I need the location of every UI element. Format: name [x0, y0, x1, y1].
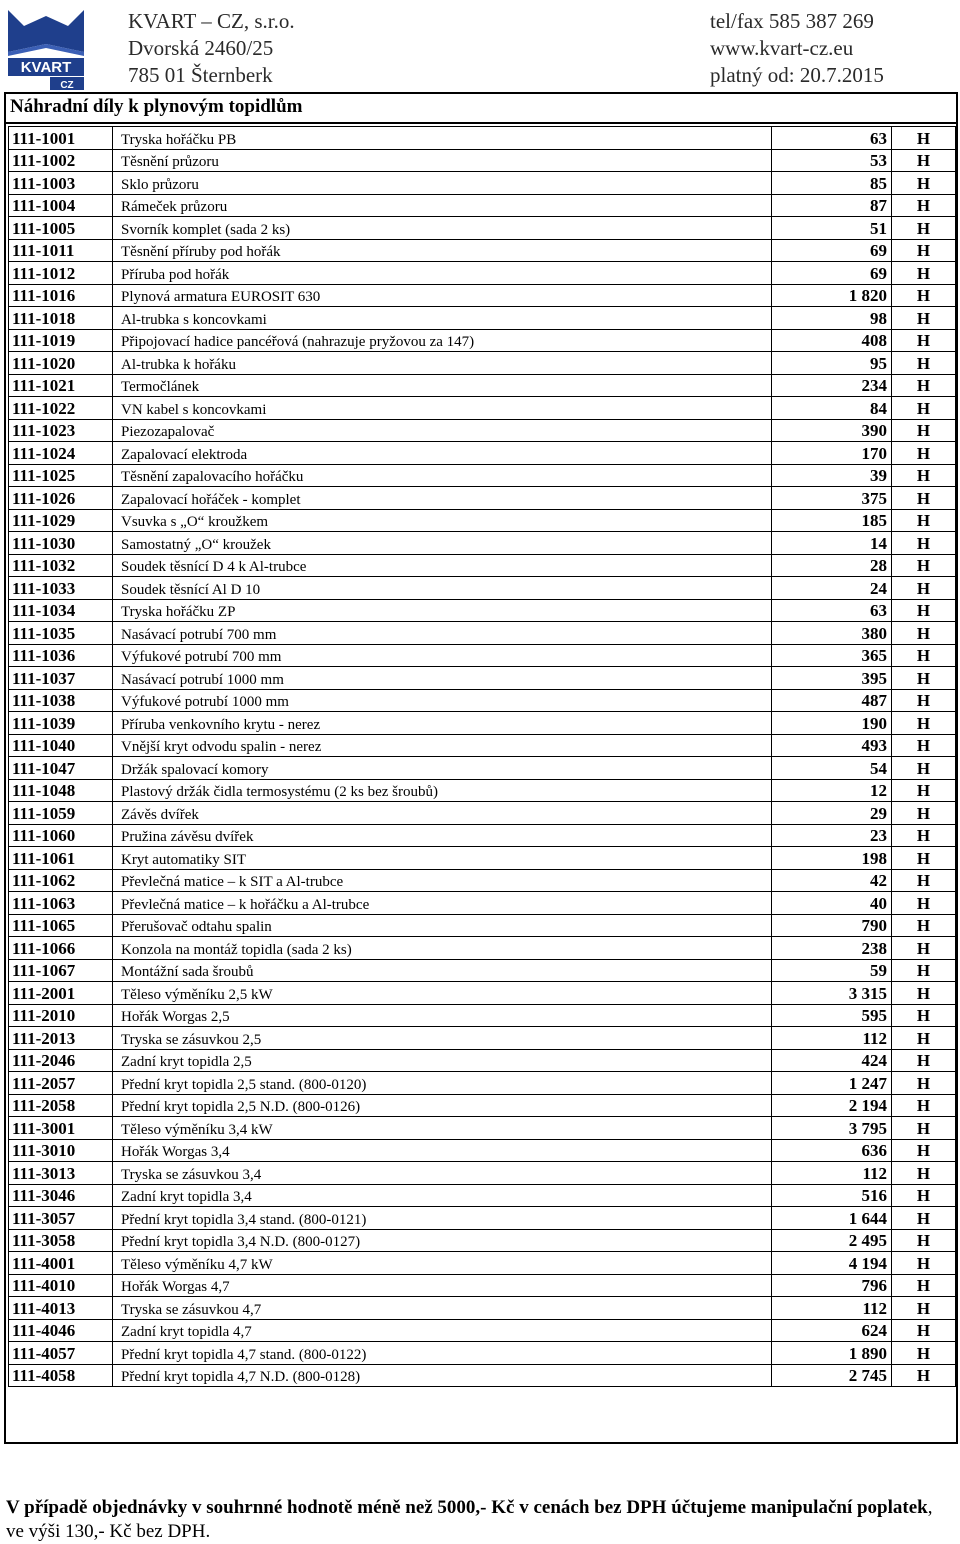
part-name: Přední kryt topidla 4,7 N.D. (800-0128) — [113, 1364, 772, 1387]
part-name: Nasávací potrubí 1000 mm — [113, 667, 772, 690]
part-code: 111-3013 — [9, 1162, 113, 1185]
part-name: Těleso výměníku 3,4 kW — [113, 1117, 772, 1140]
part-price: 365 — [772, 644, 892, 667]
part-price: 390 — [772, 419, 892, 442]
part-price: 59 — [772, 959, 892, 982]
part-code: 111-1023 — [9, 419, 113, 442]
table-row — [9, 1004, 956, 1027]
part-unit: H — [892, 599, 956, 622]
table-row — [9, 577, 956, 600]
table-row — [9, 1252, 956, 1275]
table-row — [9, 1297, 956, 1320]
part-price: 395 — [772, 667, 892, 690]
table-row — [9, 284, 956, 307]
table-row — [9, 667, 956, 690]
part-name: Rámeček průzoru — [113, 194, 772, 217]
company-street: Dvorská 2460/25 — [128, 36, 274, 60]
part-unit: H — [892, 644, 956, 667]
part-price: 85 — [772, 172, 892, 195]
part-price: 4 194 — [772, 1252, 892, 1275]
table-row — [9, 734, 956, 757]
part-price: 3 315 — [772, 982, 892, 1005]
part-name: Přední kryt topidla 2,5 stand. (800-0120) — [113, 1072, 772, 1095]
part-code: 111-1026 — [9, 487, 113, 510]
part-price: 190 — [772, 712, 892, 735]
part-name: Hořák Worgas 2,5 — [113, 1004, 772, 1027]
table-row — [9, 149, 956, 172]
part-code: 111-1004 — [9, 194, 113, 217]
part-code: 111-1067 — [9, 959, 113, 982]
part-code: 111-4010 — [9, 1274, 113, 1297]
part-name: Konzola na montáž topidla (sada 2 ks) — [113, 937, 772, 960]
part-name: Zadní kryt topidla 4,7 — [113, 1319, 772, 1342]
part-price: 87 — [772, 194, 892, 217]
part-code: 111-1037 — [9, 667, 113, 690]
part-name: Výfukové potrubí 700 mm — [113, 644, 772, 667]
table-row — [9, 487, 956, 510]
table-row — [9, 982, 956, 1005]
part-unit: H — [892, 374, 956, 397]
table-row — [9, 1207, 956, 1230]
part-code: 111-4057 — [9, 1342, 113, 1365]
table-row — [9, 622, 956, 645]
part-code: 111-4001 — [9, 1252, 113, 1275]
part-code: 111-3001 — [9, 1117, 113, 1140]
part-unit: H — [892, 1252, 956, 1275]
part-name: Příruba venkovního krytu - nerez — [113, 712, 772, 735]
part-code: 111-1059 — [9, 802, 113, 825]
table-row — [9, 802, 956, 825]
part-unit: H — [892, 329, 956, 352]
part-code: 111-1020 — [9, 352, 113, 375]
footer-note — [6, 1496, 946, 1544]
part-name: Tryska hořáčku PB — [113, 127, 772, 150]
part-name: Tryska se zásuvkou 2,5 — [113, 1027, 772, 1050]
table-row — [9, 329, 956, 352]
part-unit: H — [892, 239, 956, 262]
part-name: Přední kryt topidla 3,4 N.D. (800-0127) — [113, 1229, 772, 1252]
part-code: 111-1025 — [9, 464, 113, 487]
part-unit: H — [892, 1162, 956, 1185]
part-code: 111-2046 — [9, 1049, 113, 1072]
part-price: 63 — [772, 599, 892, 622]
part-unit: H — [892, 1184, 956, 1207]
part-name: Přední kryt topidla 3,4 stand. (800-0121) — [113, 1207, 772, 1230]
part-price: 2 495 — [772, 1229, 892, 1252]
part-price: 39 — [772, 464, 892, 487]
contact-phone: tel/fax 585 387 269 — [710, 9, 874, 33]
part-unit: H — [892, 802, 956, 825]
part-name: Nasávací potrubí 700 mm — [113, 622, 772, 645]
table-row — [9, 1027, 956, 1050]
part-unit: H — [892, 532, 956, 555]
part-code: 111-1011 — [9, 239, 113, 262]
part-unit: H — [892, 127, 956, 150]
part-unit: H — [892, 577, 956, 600]
part-name: Svorník komplet (sada 2 ks) — [113, 217, 772, 240]
part-unit: H — [892, 194, 956, 217]
part-price: 112 — [772, 1297, 892, 1320]
table-row — [9, 779, 956, 802]
part-name: Zadní kryt topidla 3,4 — [113, 1184, 772, 1207]
part-price: 185 — [772, 509, 892, 532]
table-row — [9, 554, 956, 577]
part-unit: H — [892, 172, 956, 195]
part-name: Sklo průzoru — [113, 172, 772, 195]
part-price: 112 — [772, 1162, 892, 1185]
part-unit: H — [892, 1342, 956, 1365]
part-price: 1 247 — [772, 1072, 892, 1095]
part-price: 53 — [772, 149, 892, 172]
part-code: 111-3058 — [9, 1229, 113, 1252]
part-name: Samostatný „O“ kroužek — [113, 532, 772, 555]
part-unit: H — [892, 352, 956, 375]
part-unit: H — [892, 1207, 956, 1230]
company-contact — [710, 8, 884, 89]
part-code: 111-2001 — [9, 982, 113, 1005]
table-row — [9, 1162, 956, 1185]
part-name: Tryska se zásuvkou 3,4 — [113, 1162, 772, 1185]
part-price: 3 795 — [772, 1117, 892, 1140]
title-divider — [4, 122, 958, 124]
part-code: 111-1019 — [9, 329, 113, 352]
part-price: 69 — [772, 262, 892, 285]
table-row — [9, 914, 956, 937]
part-code: 111-1034 — [9, 599, 113, 622]
part-unit: H — [892, 1229, 956, 1252]
part-code: 111-1033 — [9, 577, 113, 600]
part-price: 98 — [772, 307, 892, 330]
table-row — [9, 1319, 956, 1342]
part-unit: H — [892, 217, 956, 240]
part-unit: H — [892, 149, 956, 172]
part-unit: H — [892, 1072, 956, 1095]
part-price: 12 — [772, 779, 892, 802]
part-price: 380 — [772, 622, 892, 645]
table-row — [9, 1072, 956, 1095]
part-price: 493 — [772, 734, 892, 757]
part-price: 14 — [772, 532, 892, 555]
part-code: 111-1005 — [9, 217, 113, 240]
part-price: 63 — [772, 127, 892, 150]
table-row — [9, 532, 956, 555]
part-name: Přerušovač odtahu spalin — [113, 914, 772, 937]
svg-text:CZ: CZ — [60, 80, 74, 90]
part-price: 40 — [772, 892, 892, 915]
table-row — [9, 599, 956, 622]
part-unit: H — [892, 892, 956, 915]
part-name: Termočlánek — [113, 374, 772, 397]
table-row — [9, 1094, 956, 1117]
table-row — [9, 644, 956, 667]
part-code: 111-1063 — [9, 892, 113, 915]
table-row — [9, 464, 956, 487]
part-code: 111-1003 — [9, 172, 113, 195]
part-code: 111-1030 — [9, 532, 113, 555]
part-name: Al-trubka s koncovkami — [113, 307, 772, 330]
table-row — [9, 892, 956, 915]
part-price: 54 — [772, 757, 892, 780]
part-unit: H — [892, 982, 956, 1005]
part-unit: H — [892, 1319, 956, 1342]
part-price: 624 — [772, 1319, 892, 1342]
part-name: Těleso výměníku 2,5 kW — [113, 982, 772, 1005]
part-unit: H — [892, 622, 956, 645]
table-row — [9, 1274, 956, 1297]
part-price: 24 — [772, 577, 892, 600]
table-row — [9, 217, 956, 240]
footer-note-bold: V případě objednávky v souhrnné hodnotě méně než 5000,- Kč v cenách bez DPH účtujeme manipulační poplatek — [6, 1497, 928, 1518]
part-code: 111-1035 — [9, 622, 113, 645]
table-row — [9, 757, 956, 780]
part-code: 111-1048 — [9, 779, 113, 802]
table-row — [9, 239, 956, 262]
part-code: 111-1039 — [9, 712, 113, 735]
part-price: 408 — [772, 329, 892, 352]
part-code: 111-1024 — [9, 442, 113, 465]
part-price: 424 — [772, 1049, 892, 1072]
part-price: 95 — [772, 352, 892, 375]
table-row — [9, 824, 956, 847]
part-price: 29 — [772, 802, 892, 825]
table-row — [9, 127, 956, 150]
table-row — [9, 712, 956, 735]
part-unit: H — [892, 689, 956, 712]
table-row — [9, 1139, 956, 1162]
part-unit: H — [892, 419, 956, 442]
part-unit: H — [892, 667, 956, 690]
part-price: 375 — [772, 487, 892, 510]
part-unit: H — [892, 554, 956, 577]
part-code: 111-1047 — [9, 757, 113, 780]
part-unit: H — [892, 1049, 956, 1072]
table-row — [9, 419, 956, 442]
part-price: 42 — [772, 869, 892, 892]
part-unit: H — [892, 847, 956, 870]
part-code: 111-4013 — [9, 1297, 113, 1320]
part-code: 111-1018 — [9, 307, 113, 330]
table-row — [9, 689, 956, 712]
part-code: 111-3046 — [9, 1184, 113, 1207]
svg-text:KVART: KVART — [20, 59, 72, 76]
kvart-logo — [6, 6, 86, 90]
company-city: 785 01 Šternberk — [128, 63, 273, 87]
table-row — [9, 509, 956, 532]
part-name: Al-trubka k hořáku — [113, 352, 772, 375]
part-code: 111-2058 — [9, 1094, 113, 1117]
table-row — [9, 1117, 956, 1140]
part-unit: H — [892, 869, 956, 892]
table-row — [9, 1364, 956, 1387]
table-row — [9, 959, 956, 982]
company-address — [128, 8, 295, 89]
part-name: Připojovací hadice pancéřová (nahrazuje pryžovou za 147) — [113, 329, 772, 352]
part-name: Zadní kryt topidla 2,5 — [113, 1049, 772, 1072]
part-unit: H — [892, 937, 956, 960]
part-unit: H — [892, 1364, 956, 1387]
part-code: 111-2057 — [9, 1072, 113, 1095]
parts-table-body — [9, 127, 956, 1387]
part-unit: H — [892, 734, 956, 757]
part-unit: H — [892, 779, 956, 802]
part-price: 1 890 — [772, 1342, 892, 1365]
part-name: Převlečná matice – k SIT a Al-trubce — [113, 869, 772, 892]
part-code: 111-1021 — [9, 374, 113, 397]
part-unit: H — [892, 959, 956, 982]
part-unit: H — [892, 757, 956, 780]
part-name: Pružina závěsu dvířek — [113, 824, 772, 847]
part-unit: H — [892, 1094, 956, 1117]
part-name: Vnější kryt odvodu spalin - nerez — [113, 734, 772, 757]
part-name: Piezozapalovač — [113, 419, 772, 442]
part-name: Zapalovací elektroda — [113, 442, 772, 465]
table-row — [9, 262, 956, 285]
table-row — [9, 937, 956, 960]
table-row — [9, 374, 956, 397]
part-price: 234 — [772, 374, 892, 397]
part-name: Těsnění zapalovacího hořáčku — [113, 464, 772, 487]
part-unit: H — [892, 442, 956, 465]
part-price: 51 — [772, 217, 892, 240]
part-name: Kryt automatiky SIT — [113, 847, 772, 870]
table-row — [9, 397, 956, 420]
part-name: Těsnění průzoru — [113, 149, 772, 172]
part-name: Tryska se zásuvkou 4,7 — [113, 1297, 772, 1320]
part-code: 111-1040 — [9, 734, 113, 757]
table-row — [9, 307, 956, 330]
table-row — [9, 1229, 956, 1252]
parts-table — [8, 126, 956, 1387]
part-name: Vsuvka s „O“ kroužkem — [113, 509, 772, 532]
part-price: 238 — [772, 937, 892, 960]
part-price: 796 — [772, 1274, 892, 1297]
part-code: 111-1029 — [9, 509, 113, 532]
part-price: 2 745 — [772, 1364, 892, 1387]
part-unit: H — [892, 284, 956, 307]
part-name: Těleso výměníku 4,7 kW — [113, 1252, 772, 1275]
part-price: 2 194 — [772, 1094, 892, 1117]
price-list-title: Náhradní díly k plynovým topidlům — [10, 96, 303, 117]
part-code: 111-2010 — [9, 1004, 113, 1027]
part-code: 111-1001 — [9, 127, 113, 150]
part-name: VN kabel s koncovkami — [113, 397, 772, 420]
part-price: 69 — [772, 239, 892, 262]
part-code: 111-2013 — [9, 1027, 113, 1050]
part-name: Výfukové potrubí 1000 mm — [113, 689, 772, 712]
part-price: 595 — [772, 1004, 892, 1027]
part-code: 111-4046 — [9, 1319, 113, 1342]
table-row — [9, 442, 956, 465]
part-code: 111-1032 — [9, 554, 113, 577]
table-row — [9, 1184, 956, 1207]
footer-note-normal: , ve výši 130,- Kč bez DPH. — [6, 1497, 933, 1542]
part-name: Montážní sada šroubů — [113, 959, 772, 982]
part-name: Hořák Worgas 4,7 — [113, 1274, 772, 1297]
part-unit: H — [892, 914, 956, 937]
part-name: Přední kryt topidla 4,7 stand. (800-0122) — [113, 1342, 772, 1365]
part-unit: H — [892, 1027, 956, 1050]
part-name: Zapalovací hořáček - komplet — [113, 487, 772, 510]
part-name: Plastový držák čidla termosystému (2 ks bez šroubů) — [113, 779, 772, 802]
validity-date: platný od: 20.7.2015 — [710, 63, 884, 87]
part-unit: H — [892, 262, 956, 285]
part-price: 1 820 — [772, 284, 892, 307]
table-row — [9, 172, 956, 195]
part-unit: H — [892, 712, 956, 735]
table-row — [9, 847, 956, 870]
part-price: 636 — [772, 1139, 892, 1162]
part-unit: H — [892, 307, 956, 330]
table-row — [9, 869, 956, 892]
part-code: 111-1061 — [9, 847, 113, 870]
part-unit: H — [892, 1004, 956, 1027]
part-price: 28 — [772, 554, 892, 577]
part-name: Hořák Worgas 3,4 — [113, 1139, 772, 1162]
part-code: 111-4058 — [9, 1364, 113, 1387]
table-row — [9, 1342, 956, 1365]
part-code: 111-3057 — [9, 1207, 113, 1230]
part-code: 111-1012 — [9, 262, 113, 285]
part-name: Soudek těsnící Al D 10 — [113, 577, 772, 600]
company-name: KVART – CZ, s.r.o. — [128, 9, 295, 33]
table-row — [9, 352, 956, 375]
part-name: Závěs dvířek — [113, 802, 772, 825]
part-name: Příruba pod hořák — [113, 262, 772, 285]
part-price: 516 — [772, 1184, 892, 1207]
part-name: Soudek těsnící D 4 k Al-trubce — [113, 554, 772, 577]
part-code: 111-3010 — [9, 1139, 113, 1162]
part-code: 111-1060 — [9, 824, 113, 847]
part-price: 170 — [772, 442, 892, 465]
part-unit: H — [892, 1139, 956, 1162]
part-price: 1 644 — [772, 1207, 892, 1230]
part-code: 111-1062 — [9, 869, 113, 892]
part-code: 111-1002 — [9, 149, 113, 172]
part-price: 23 — [772, 824, 892, 847]
part-code: 111-1036 — [9, 644, 113, 667]
part-name: Přední kryt topidla 2,5 N.D. (800-0126) — [113, 1094, 772, 1117]
part-name: Těsnění příruby pod hořák — [113, 239, 772, 262]
part-unit: H — [892, 1297, 956, 1320]
part-unit: H — [892, 824, 956, 847]
part-code: 111-1016 — [9, 284, 113, 307]
part-code: 111-1065 — [9, 914, 113, 937]
part-unit: H — [892, 487, 956, 510]
part-price: 112 — [772, 1027, 892, 1050]
table-row — [9, 1049, 956, 1072]
contact-web: www.kvart-cz.eu — [710, 36, 854, 60]
part-unit: H — [892, 464, 956, 487]
part-name: Plynová armatura EUROSIT 630 — [113, 284, 772, 307]
part-code: 111-1066 — [9, 937, 113, 960]
part-price: 790 — [772, 914, 892, 937]
part-code: 111-1038 — [9, 689, 113, 712]
page-header — [0, 0, 960, 92]
part-name: Tryska hořáčku ZP — [113, 599, 772, 622]
part-unit: H — [892, 1274, 956, 1297]
part-unit: H — [892, 509, 956, 532]
part-name: Převlečná matice – k hořáčku a Al-trubce — [113, 892, 772, 915]
part-code: 111-1022 — [9, 397, 113, 420]
part-price: 487 — [772, 689, 892, 712]
part-name: Držák spalovací komory — [113, 757, 772, 780]
part-price: 84 — [772, 397, 892, 420]
part-price: 198 — [772, 847, 892, 870]
part-unit: H — [892, 1117, 956, 1140]
table-row — [9, 194, 956, 217]
part-unit: H — [892, 397, 956, 420]
